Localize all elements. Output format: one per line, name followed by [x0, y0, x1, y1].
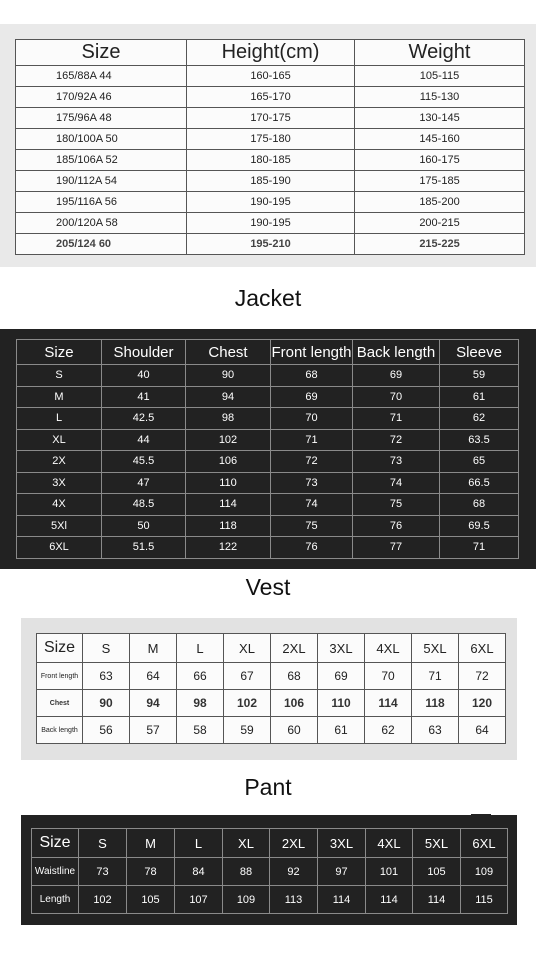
table-row [37, 717, 506, 744]
table-cell: 44 [102, 429, 186, 451]
jacket-row-label: 2X [17, 451, 102, 473]
jacket-header-cell: Front length [271, 340, 353, 365]
table-row [17, 451, 519, 473]
table-row [32, 858, 508, 886]
table-cell: 75 [353, 494, 440, 516]
table-cell: 72 [353, 429, 440, 451]
table-cell: 68 [271, 365, 353, 387]
table-row [16, 192, 525, 213]
table-row [17, 494, 519, 516]
vest-header-row [37, 634, 506, 663]
jacket-table [16, 339, 519, 559]
table-cell: 101 [366, 858, 413, 886]
pant-row-label: Waistline [32, 858, 79, 886]
table-row [17, 386, 519, 408]
height-cell: 190-195 [187, 213, 355, 234]
pant-header-cell: Size [32, 829, 79, 858]
table-cell: 102 [79, 886, 127, 914]
table-cell: 73 [271, 472, 353, 494]
table-cell: 113 [270, 886, 318, 914]
table-cell: 40 [102, 365, 186, 387]
weight-cell: 105-115 [355, 66, 525, 87]
pant-table [31, 828, 508, 914]
jacket-header-cell: Chest [186, 340, 271, 365]
table-cell: 102 [224, 690, 271, 717]
table-cell: 77 [353, 537, 440, 559]
table-cell: 66 [177, 663, 224, 690]
table-cell: 51.5 [102, 537, 186, 559]
pant-header-cell: S [79, 829, 127, 858]
jacket-header-row [17, 340, 519, 365]
table-cell: 78 [127, 858, 175, 886]
table-cell: 105 [413, 858, 461, 886]
table-cell: 105 [127, 886, 175, 914]
pant-heading: Pant [244, 774, 292, 800]
weight-header: Weight [355, 40, 525, 66]
table-cell: 47 [102, 472, 186, 494]
table-cell: 106 [271, 690, 318, 717]
jacket-row-label: L [17, 408, 102, 430]
size-cell: 175/96A 48 [16, 108, 187, 129]
table-cell: 69 [353, 365, 440, 387]
table-cell: 59 [224, 717, 271, 744]
table-cell: 106 [186, 451, 271, 473]
vest-header-cell: 4XL [365, 634, 412, 663]
table-cell: 50 [102, 515, 186, 537]
table-cell: 107 [175, 886, 223, 914]
vest-header-cell: M [130, 634, 177, 663]
table-cell: 114 [318, 886, 366, 914]
table-cell: 58 [177, 717, 224, 744]
table-cell: 72 [459, 663, 506, 690]
table-cell: 90 [83, 690, 130, 717]
table-row [16, 234, 525, 255]
jacket-header-cell: Back length [353, 340, 440, 365]
table-row [17, 515, 519, 537]
table-row [37, 690, 506, 717]
table-cell: 88 [223, 858, 270, 886]
table-row [16, 171, 525, 192]
table-cell: 68 [271, 663, 318, 690]
pant-header-cell: XL [223, 829, 270, 858]
table-cell: 114 [365, 690, 412, 717]
vest-row-label: Front length [37, 663, 83, 690]
vest-header-cell: L [177, 634, 224, 663]
weight-cell: 185-200 [355, 192, 525, 213]
table-cell: 61 [440, 386, 519, 408]
table-cell: 110 [186, 472, 271, 494]
weight-cell: 115-130 [355, 87, 525, 108]
jacket-panel [0, 329, 536, 569]
table-cell: 65 [440, 451, 519, 473]
size-cell: 200/120A 58 [16, 213, 187, 234]
table-cell: 71 [353, 408, 440, 430]
height-cell: 180-185 [187, 150, 355, 171]
size-cell: 170/92A 46 [16, 87, 187, 108]
table-row [17, 408, 519, 430]
table-cell: 114 [413, 886, 461, 914]
weight-cell: 130-145 [355, 108, 525, 129]
table-cell: 73 [353, 451, 440, 473]
table-row [17, 365, 519, 387]
height-cell: 160-165 [187, 66, 355, 87]
jacket-header-cell: Shoulder [102, 340, 186, 365]
table-row [16, 87, 525, 108]
vest-panel [21, 618, 517, 760]
table-cell: 74 [271, 494, 353, 516]
table-cell: 63 [412, 717, 459, 744]
size-cell: 205/124 60 [16, 234, 187, 255]
table-cell: 68 [440, 494, 519, 516]
size-cell: 165/88A 44 [16, 66, 187, 87]
pant-header-cell: 4XL [366, 829, 413, 858]
table-cell: 62 [365, 717, 412, 744]
table-row [16, 129, 525, 150]
table-row [17, 472, 519, 494]
table-cell: 56 [83, 717, 130, 744]
size-chart-table [15, 39, 525, 255]
size-cell: 185/106A 52 [16, 150, 187, 171]
table-row [17, 537, 519, 559]
table-cell: 94 [130, 690, 177, 717]
table-cell: 84 [175, 858, 223, 886]
table-cell: 74 [353, 472, 440, 494]
weight-cell: 200-215 [355, 213, 525, 234]
table-row [37, 663, 506, 690]
vest-header-cell: S [83, 634, 130, 663]
size-chart-header-row [16, 40, 525, 66]
height-cell: 185-190 [187, 171, 355, 192]
table-row [16, 150, 525, 171]
table-cell: 75 [271, 515, 353, 537]
table-cell: 42.5 [102, 408, 186, 430]
vest-header-cell: 3XL [318, 634, 365, 663]
jacket-row-label: S [17, 365, 102, 387]
table-cell: 120 [459, 690, 506, 717]
table-cell: 94 [186, 386, 271, 408]
jacket-row-label: 4X [17, 494, 102, 516]
table-cell: 115 [461, 886, 508, 914]
table-cell: 76 [353, 515, 440, 537]
size-cell: 190/112A 54 [16, 171, 187, 192]
vest-heading: Vest [245, 574, 291, 600]
table-row [17, 429, 519, 451]
pant-header-cell: 6XL [461, 829, 508, 858]
table-cell: 59 [440, 365, 519, 387]
table-cell: 76 [271, 537, 353, 559]
table-cell: 70 [365, 663, 412, 690]
table-cell: 69 [318, 663, 365, 690]
vest-header-cell: XL [224, 634, 271, 663]
pant-header-cell: M [127, 829, 175, 858]
table-row [16, 108, 525, 129]
jacket-header-cell: Sleeve [440, 340, 519, 365]
table-row [16, 213, 525, 234]
pant-header-cell: L [175, 829, 223, 858]
weight-cell: 175-185 [355, 171, 525, 192]
table-cell: 102 [186, 429, 271, 451]
vest-header-cell: Size [37, 634, 83, 663]
table-cell: 64 [459, 717, 506, 744]
table-cell: 71 [412, 663, 459, 690]
table-cell: 97 [318, 858, 366, 886]
jacket-row-label: XL [17, 429, 102, 451]
jacket-row-label: M [17, 386, 102, 408]
table-cell: 69.5 [440, 515, 519, 537]
table-cell: 98 [177, 690, 224, 717]
table-cell: 63 [83, 663, 130, 690]
table-cell: 98 [186, 408, 271, 430]
table-cell: 110 [318, 690, 365, 717]
table-cell: 109 [461, 858, 508, 886]
table-cell: 109 [223, 886, 270, 914]
size-chart-panel [0, 24, 536, 267]
table-cell: 67 [224, 663, 271, 690]
jacket-header-cell: Size [17, 340, 102, 365]
table-cell: 72 [271, 451, 353, 473]
height-cell: 190-195 [187, 192, 355, 213]
table-cell: 118 [412, 690, 459, 717]
pant-row-label: Length [32, 886, 79, 914]
table-cell: 122 [186, 537, 271, 559]
jacket-heading: Jacket [234, 285, 302, 311]
table-cell: 70 [271, 408, 353, 430]
jacket-row-label: 6XL [17, 537, 102, 559]
table-cell: 64 [130, 663, 177, 690]
pant-header-cell: 3XL [318, 829, 366, 858]
table-cell: 114 [186, 494, 271, 516]
table-cell: 45.5 [102, 451, 186, 473]
table-row [16, 66, 525, 87]
table-cell: 118 [186, 515, 271, 537]
table-cell: 48.5 [102, 494, 186, 516]
table-cell: 41 [102, 386, 186, 408]
weight-cell: 160-175 [355, 150, 525, 171]
table-cell: 60 [271, 717, 318, 744]
size-cell: 180/100A 50 [16, 129, 187, 150]
vest-header-cell: 6XL [459, 634, 506, 663]
size-cell: 195/116A 56 [16, 192, 187, 213]
jacket-row-label: 3X [17, 472, 102, 494]
table-cell: 92 [270, 858, 318, 886]
table-cell: 63.5 [440, 429, 519, 451]
table-cell: 71 [440, 537, 519, 559]
jacket-row-label: 5Xl [17, 515, 102, 537]
weight-cell: 215-225 [355, 234, 525, 255]
height-cell: 175-180 [187, 129, 355, 150]
table-cell: 57 [130, 717, 177, 744]
table-cell: 61 [318, 717, 365, 744]
table-cell: 70 [353, 386, 440, 408]
pant-header-cell: 2XL [270, 829, 318, 858]
vest-row-label: Chest [37, 690, 83, 717]
table-cell: 73 [79, 858, 127, 886]
vest-header-cell: 5XL [412, 634, 459, 663]
table-cell: 114 [366, 886, 413, 914]
height-cell: 165-170 [187, 87, 355, 108]
height-header: Height(cm) [187, 40, 355, 66]
pant-header-cell: 5XL [413, 829, 461, 858]
size-header: Size [16, 40, 187, 66]
pant-panel [21, 815, 517, 925]
vest-row-label: Back length [37, 717, 83, 744]
vest-table [36, 633, 506, 744]
table-cell: 90 [186, 365, 271, 387]
pant-header-row [32, 829, 508, 858]
table-cell: 62 [440, 408, 519, 430]
table-cell: 69 [271, 386, 353, 408]
weight-cell: 145-160 [355, 129, 525, 150]
height-cell: 170-175 [187, 108, 355, 129]
table-cell: 71 [271, 429, 353, 451]
height-cell: 195-210 [187, 234, 355, 255]
vest-header-cell: 2XL [271, 634, 318, 663]
table-row [32, 886, 508, 914]
table-cell: 66.5 [440, 472, 519, 494]
